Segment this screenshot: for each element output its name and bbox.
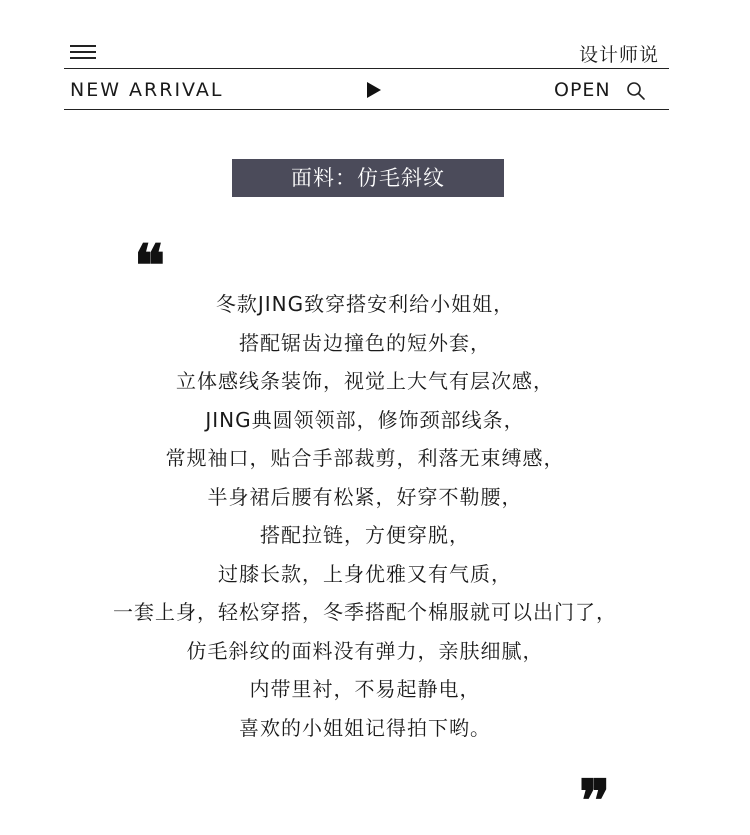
description-line: 一套上身，轻松穿搭，冬季搭配个棉服就可以出门了， (113, 600, 617, 624)
description-line: 冬款JING致穿搭安利给小姐姐， (215, 292, 515, 316)
top-bar (64, 36, 669, 69)
fabric-badge: 面料：仿毛斜纹 (232, 159, 504, 197)
description-line: 内带里衬，不易起静电， (249, 677, 481, 701)
description-line: 搭配拉链，方便穿脱， (260, 523, 470, 547)
search-icon[interactable] (626, 81, 646, 101)
description-line: 半身裙后腰有松紧，好穿不勒腰， (207, 484, 523, 509)
close-quote-icon: ❞ (579, 767, 611, 835)
description-line: 搭配锯齿边撞色的短外套， (239, 330, 491, 355)
product-description (0, 285, 730, 747)
description-line: 立体感线条装饰，视觉上大气有层次感， (176, 369, 554, 393)
description-line: 常规袖口，贴合手部裁剪，利落无束缚感， (165, 446, 565, 470)
description-line: JING典圆领领部，修饰颈部线条， (205, 407, 525, 432)
play-icon[interactable] (367, 82, 381, 98)
hamburger-menu-icon[interactable] (70, 45, 96, 59)
description-line: 过膝长款，上身优雅又有气质， (218, 561, 512, 586)
description-line: 喜欢的小姐姐记得拍下哟。 (239, 715, 491, 740)
designer-says-link[interactable]: 设计师说 (578, 44, 659, 66)
nav-bar (64, 69, 669, 110)
open-quote-icon: ❝ (134, 232, 166, 300)
description-line: 仿毛斜纹的面料没有弹力，亲肤细腻， (186, 638, 544, 663)
new-arrival-link[interactable]: NEW ARRIVAL (70, 79, 224, 101)
open-link[interactable]: OPEN (554, 79, 611, 101)
